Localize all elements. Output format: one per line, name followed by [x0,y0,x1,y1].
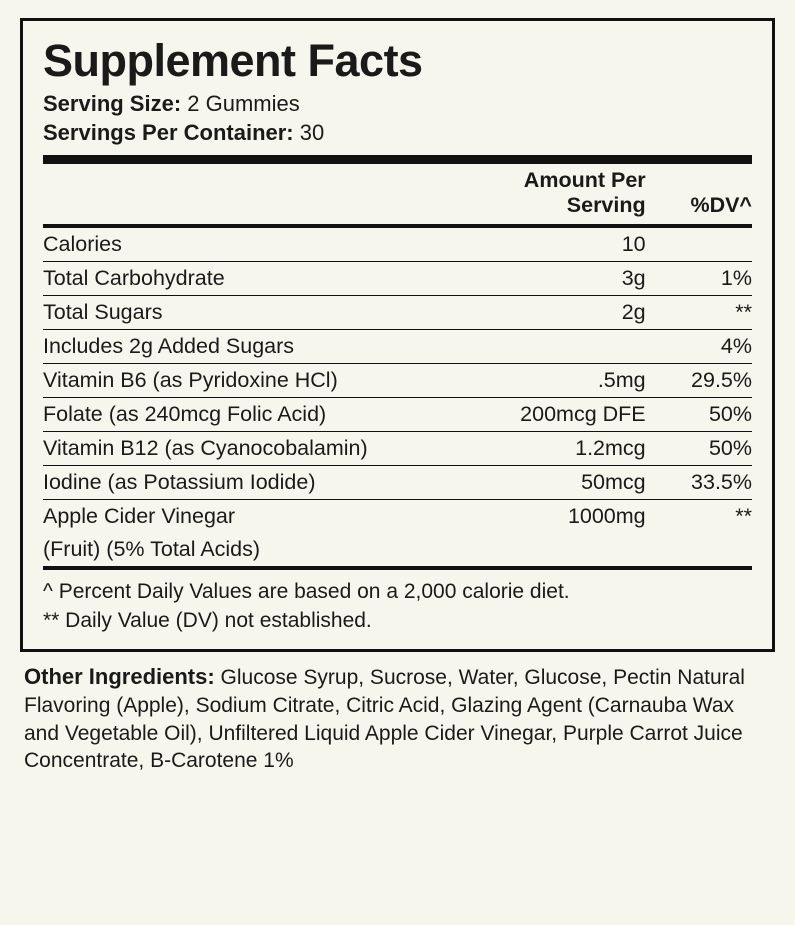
row-dv: ** [735,504,752,529]
footnote-percent-daily-value: ^ Percent Daily Values are based on a 2,000 calorie diet. [43,580,570,604]
table-row [43,330,752,364]
table-row [43,226,752,262]
serving-size-value: 2 Gummies [187,91,300,117]
table-row [43,432,752,466]
footnotes [43,570,752,635]
row-dv: 50% [646,398,752,432]
row-dv: 29.5% [646,364,752,398]
row-amount [440,533,646,566]
table-row [43,533,752,566]
row-dv [646,226,752,262]
row-amount: 1.2mcg [440,432,646,466]
row-amount: 3g [440,262,646,296]
row-name: Includes 2g Added Sugars [43,330,440,364]
divider-thick [43,155,752,164]
row-name: Vitamin B6 (as Pyridoxine HCl) [43,364,440,398]
other-ingredients-label: Other Ingredients: [24,664,215,690]
row-amount: .5mg [440,364,646,398]
nutrition-table [43,164,752,566]
serving-size-line [43,90,752,119]
servings-per-container-value: 30 [299,119,325,145]
row-amount: 200mcg DFE [440,398,646,432]
row-dv: 1% [646,262,752,296]
row-name: Apple Cider Vinegar [43,504,236,529]
other-ingredients [20,652,775,775]
row-amount: 2g [440,296,646,330]
supplement-facts-panel [20,18,775,652]
footnote-daily-value-not-established: ** Daily Value (DV) not established. [43,608,372,632]
table-row [43,262,752,296]
row-name: Folate (as 240mcg Folic Acid) [43,398,440,432]
row-dv: 4% [646,330,752,364]
row-amount: 1000mg [567,504,646,529]
table-row [43,500,752,534]
serving-size-label: Serving Size: [43,91,182,117]
row-amount: 50mcg [440,466,646,500]
row-name: Calories [43,226,440,262]
table-header-row [43,164,752,226]
row-dv: 33.5% [646,466,752,500]
other-ingredients-text: Glucose Syrup, Sucrose, Water, Glucose, Pectin Natural Flavoring (Apple), Sodium Citrate, Citric Acid, Glazing Agent (Carnauba Wax and Vegetable Oil), Unfiltered Liquid Apple Cider Vinegar, Purple Carrot Juice Concentrate, B-Carotene 1% [24,666,745,773]
row-name: Total Sugars [43,296,440,330]
table-row [43,466,752,500]
row-name: Iodine (as Potassium Iodide) [43,466,440,500]
table-row [43,364,752,398]
table-row [43,296,752,330]
servings-per-container-label: Servings Per Container: [43,119,294,145]
header-spacer [43,164,440,226]
row-dv: 50% [646,432,752,466]
row-name: (Fruit) (5% Total Acids) [43,537,261,562]
row-dv [646,533,752,566]
row-dv: ** [646,296,752,330]
table-row [43,398,752,432]
row-amount [440,330,646,364]
header-percent-dv: %DV^ [646,164,752,226]
servings-per-container-line [43,119,752,148]
row-amount: 10 [440,226,646,262]
header-amount-per-serving: Amount Per Serving [440,164,646,226]
row-name: Vitamin B12 (as Cyanocobalamin) [43,432,440,466]
page-title: Supplement Facts [43,35,423,86]
row-name: Total Carbohydrate [43,262,440,296]
